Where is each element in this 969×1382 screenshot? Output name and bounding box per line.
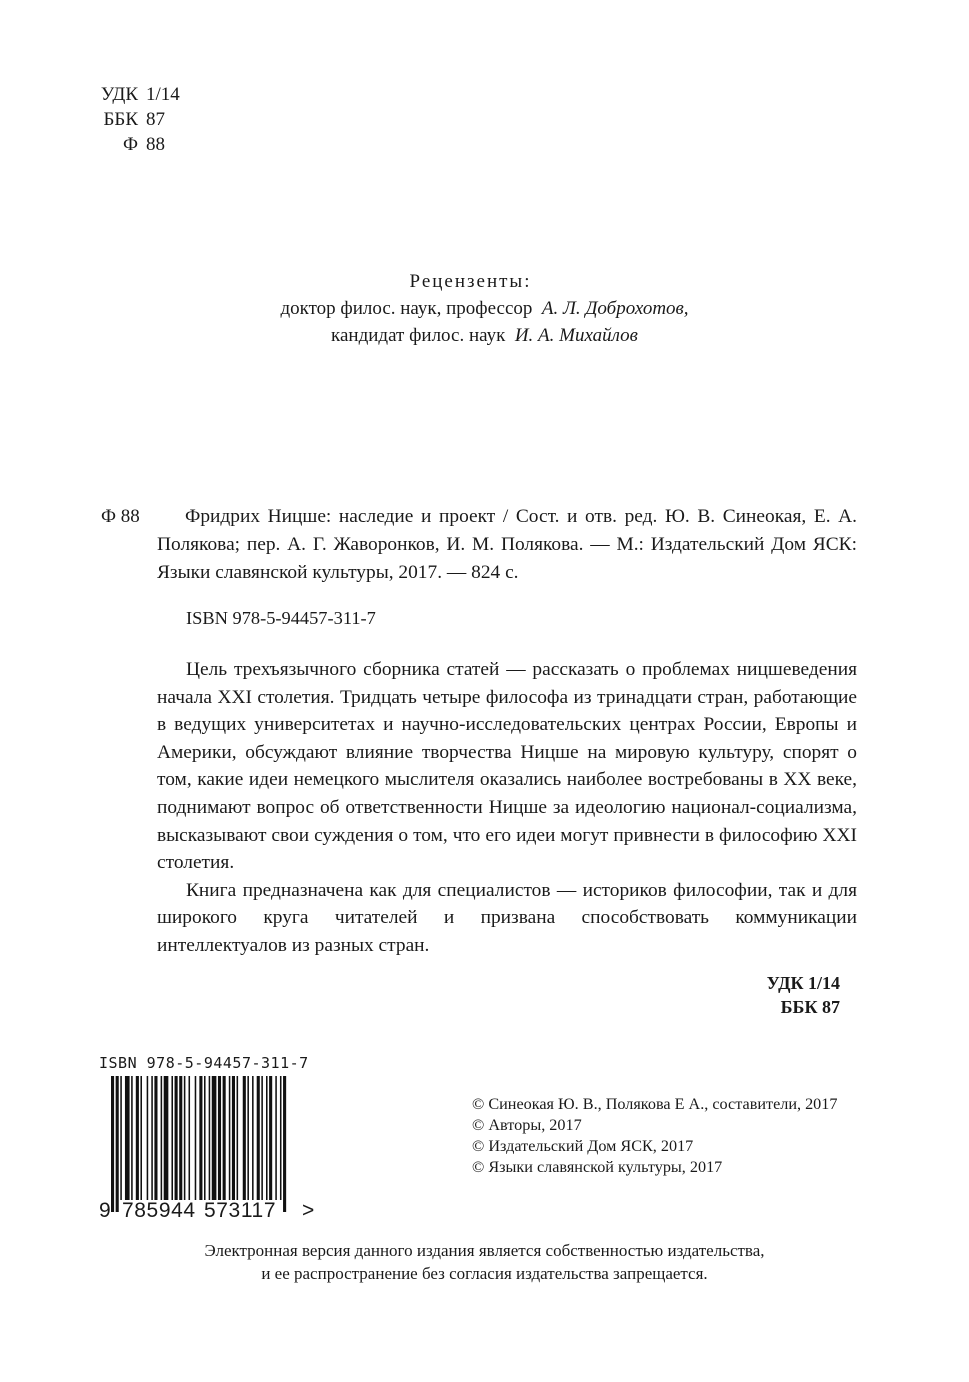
barcode-bar [195,1076,197,1200]
reviewer-1 [0,295,969,322]
barcode-bar [116,1076,119,1212]
reviewer-2 [0,322,969,349]
barcode-bar [184,1076,186,1212]
barcode-bar [136,1076,139,1200]
author-sign-label: Ф [122,134,138,155]
barcode-bar [120,1076,122,1200]
bbk-label: ББК [103,109,138,130]
barcode-digit-first: 9 [99,1199,111,1222]
barcode-bar [151,1076,153,1200]
barcode-bar [154,1076,157,1200]
barcode-bar [199,1076,202,1200]
barcode-arrow: > [302,1199,315,1222]
barcode-digits-left: 785944 [122,1199,196,1222]
barcode-bar [161,1076,163,1200]
bibliographic-entry [157,503,857,587]
udk-bbk-right [680,971,840,1019]
reviewer-2-name: И. А. Михайлов [514,325,638,346]
barcode-bar [280,1076,282,1200]
barcode-bar [237,1076,239,1200]
catalog-code: Ф 88 [101,506,140,527]
author-sign-value: 88 [146,134,165,155]
barcode-bar [111,1076,114,1212]
barcode-bar [147,1076,149,1200]
copyright-line-4: © Языки славянской культуры, 2017 [472,1158,723,1176]
barcode-bar [275,1076,277,1200]
udk-code-row [96,82,180,107]
barcode-bar [247,1076,249,1200]
barcode-bar [232,1076,235,1200]
copyright-line-1: © Синеокая Ю. В., Полякова Е А., составители, 2017 [472,1095,838,1113]
barcode-bar [212,1076,217,1200]
bbk-code-row [96,107,180,132]
author-sign-row [96,132,180,157]
copyright-line-3: © Издательский Дом ЯСК, 2017 [472,1137,694,1155]
barcode-bar [252,1076,254,1200]
barcode-bar [140,1076,142,1200]
footer-line-1: Электронная версия данного издания является собственностью издательства, [204,1241,765,1260]
barcode-bar [209,1076,211,1200]
barcode-bar [223,1076,226,1200]
barcode-bar [175,1076,178,1200]
barcode-bar [164,1076,169,1200]
reviewers-heading: Рецензенты: [409,271,532,292]
reviewers-block [0,268,969,349]
copyright-line-2: © Авторы, 2017 [472,1116,582,1134]
barcode-bar [125,1076,130,1200]
barcode-isbn-label: ISBN 978-5-94457-311-7 [99,1054,309,1072]
barcode-bar [243,1076,246,1200]
udk-right: УДК 1/14 [766,973,840,993]
barcode-bar [131,1076,133,1200]
barcode-bar [189,1076,191,1212]
barcode-bar [283,1076,286,1212]
barcode-bar [257,1076,260,1200]
barcode-bar [266,1076,268,1200]
isbn-barcode [99,1054,349,1224]
bibliographic-text: Фридрих Ницше: наследие и проект / Сост. и отв. ред. Ю. В. Синеокая, Е. А. Полякова; пер. А. Г. Жаворонков, И. М. Полякова. — М.: Издательский Дом ЯСК: Языки славянской культуры, 2017. — 824 с. [157,506,857,583]
udk-value: 1/14 [146,84,180,105]
barcode-bar [179,1076,182,1200]
bbk-value: 87 [146,109,165,130]
reviewer-2-title: кандидат филос. наук [331,325,506,346]
reviewer-1-title: доктор филос. наук, профессор [280,298,533,319]
classification-codes [96,82,180,157]
abstract-paragraph-2: Книга предназначена как для специалистов — историков философии, так и для широкого круга читателей и призвана способствовать коммуникации интеллектуалов из разных стран. [157,879,857,956]
barcode-bar [229,1076,231,1200]
barcode-bars [99,1076,299,1212]
barcode-bar [204,1076,206,1200]
barcode-bar [218,1076,221,1200]
footer-line-2: и ее распространение без согласия издательства запрещается. [261,1264,708,1283]
barcode-digits-right: 573117 [204,1199,277,1222]
barcode-bar [171,1076,173,1200]
udk-label: УДК [100,84,138,105]
barcode-bar [269,1076,272,1200]
abstract-paragraph-1: Цель трехъязычного сборника статей — рассказать о проблемах ницшеведения начала XXI столетия. Тридцать четыре философа из тринадцати стран, работающие в ведущих университетах и научно-исследовательских центрах России, Европы и Америки, обсуждают влияние творчества Ницше на мировую культуру, спорят о том, какие идеи немецкого мыслителя оказались наиболее востребованы в XX веке, поднимают вопрос об ответственности Ницше за идеологию национал-социализма, высказывают свои суждения о том, что его идеи могут привнести в философию XXI столетия. [157,659,857,874]
footer-notice [0,1239,969,1285]
barcode-bar [261,1076,263,1200]
bbk-right: ББК 87 [780,997,840,1017]
abstract [157,656,857,960]
isbn-text: ISBN 978-5-94457-311-7 [186,608,376,628]
copyright-block [472,1094,837,1178]
reviewer-1-name: А. Л. Доброхотов, [541,298,689,319]
